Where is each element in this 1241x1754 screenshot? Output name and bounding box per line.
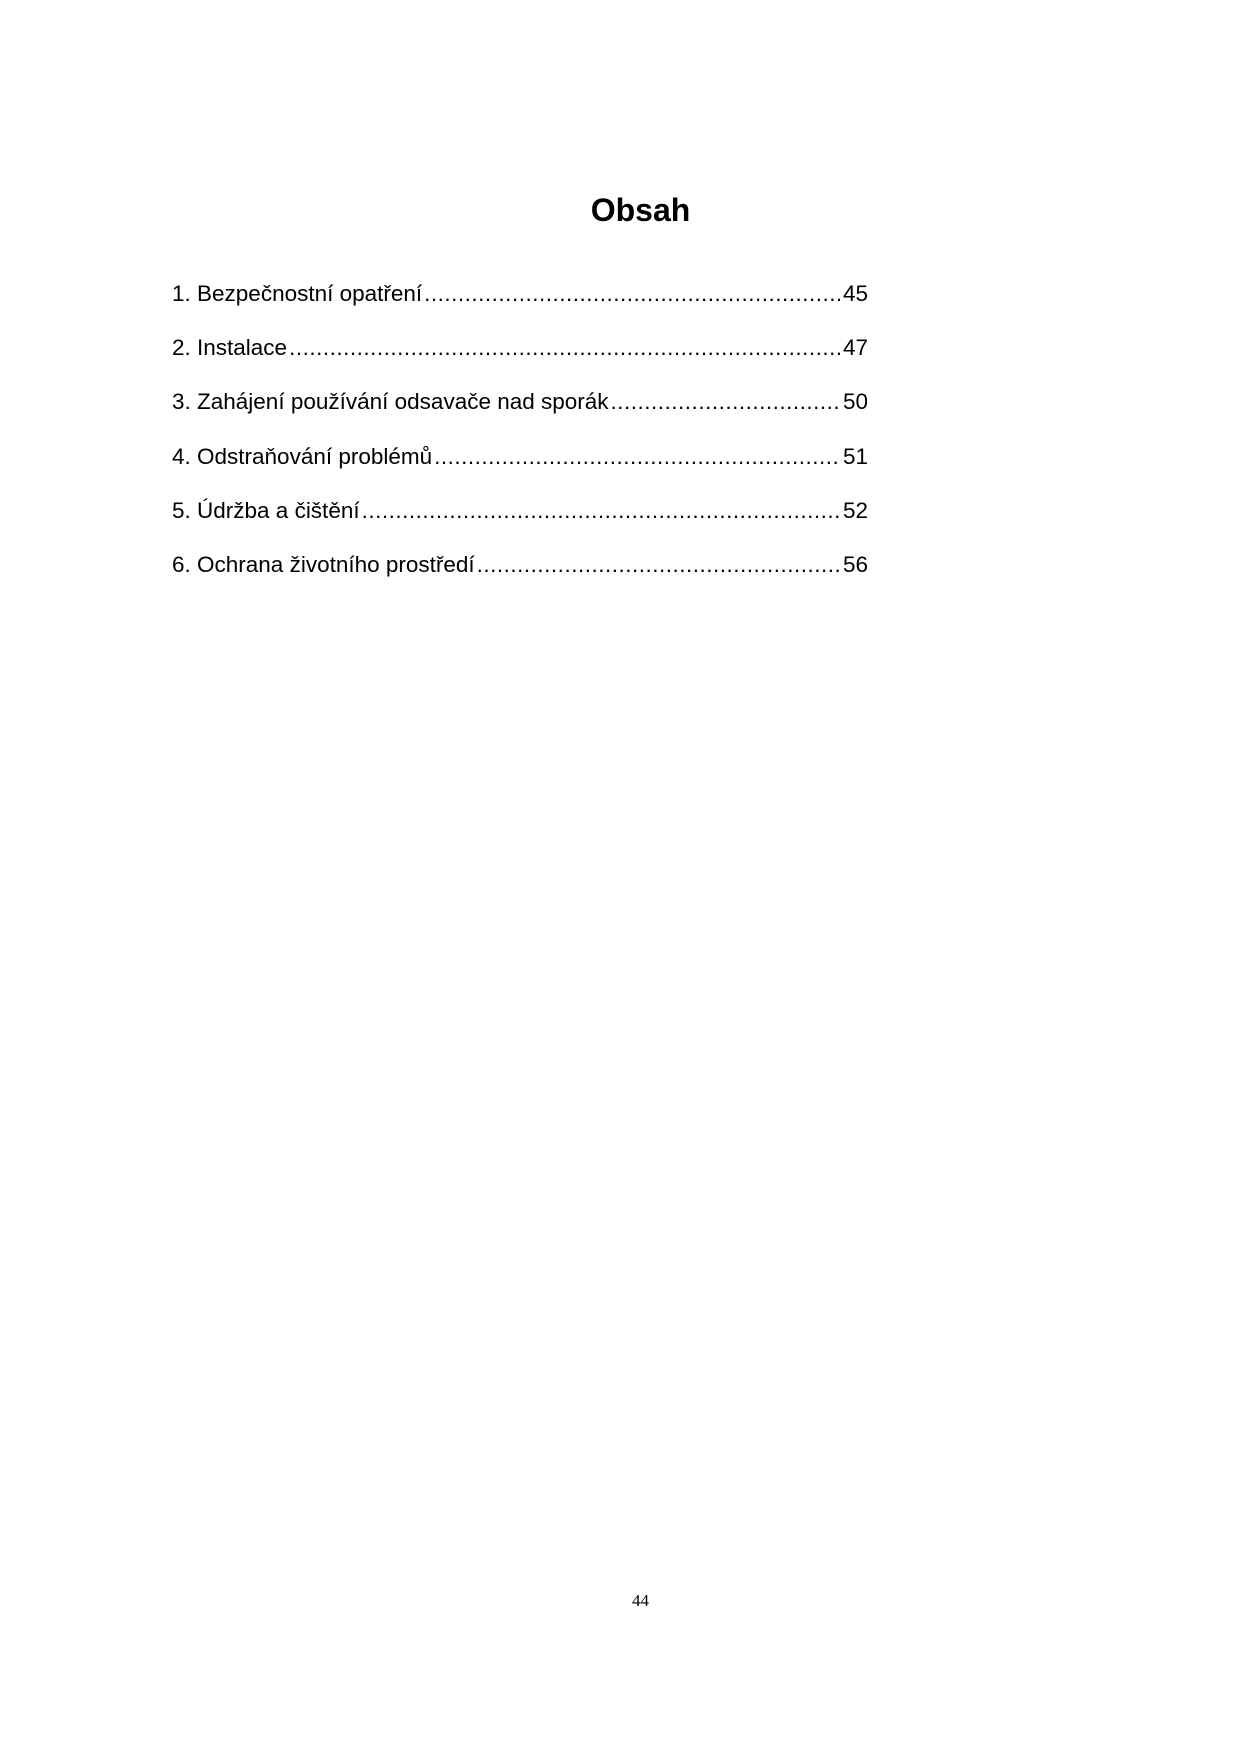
toc-entry-label: 5. Údržba a čištění	[172, 497, 360, 523]
toc-entry-5[interactable]	[172, 495, 868, 549]
toc-entry-label: 3. Zahájení používání odsavače nad sporák	[172, 389, 609, 415]
toc-entry-label: 2. Instalace	[172, 335, 288, 361]
toc-entry-3[interactable]	[172, 386, 868, 440]
table-of-contents	[172, 278, 868, 603]
toc-entry-1[interactable]	[172, 278, 868, 332]
toc-entry-page: 45	[842, 281, 868, 306]
toc-entry-label: 4. Odstraňování problémů	[172, 443, 433, 469]
page-title: Obsah	[590, 192, 691, 228]
toc-entry-page: 51	[842, 443, 868, 469]
dot-leader	[424, 278, 840, 310]
toc-entry-page: 52	[842, 497, 868, 523]
toc-entry-4[interactable]	[172, 441, 868, 495]
toc-entry-6[interactable]	[172, 549, 868, 603]
toc-entry-page: 47	[842, 335, 868, 361]
toc-entry-label: 6. Ochrana životního prostředí	[172, 551, 475, 577]
toc-entry-2[interactable]	[172, 332, 868, 386]
dot-leader	[434, 441, 840, 473]
page-number: 44	[632, 1591, 649, 1610]
dot-leader	[611, 386, 840, 418]
toc-entry-page: 56	[842, 551, 868, 577]
toc-entry-page: 50	[842, 389, 868, 415]
dot-leader	[362, 495, 840, 527]
dot-leader	[477, 549, 840, 581]
toc-entry-label: 1. Bezpečnostní opatření	[172, 281, 423, 306]
dot-leader	[289, 332, 840, 364]
